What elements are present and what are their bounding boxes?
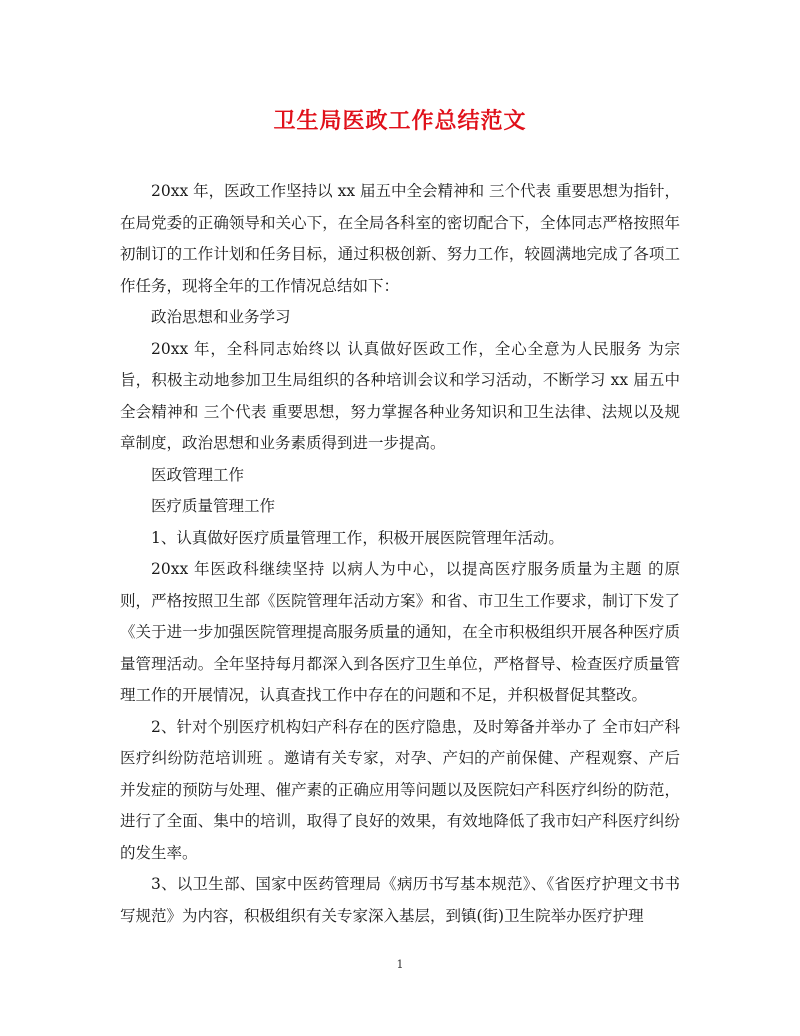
item-3-paragraph: 3、以卫生部、国家中医药管理局《病历书写基本规范》、《省医疗护理文书书写规范》为内容，积极组织有关专家深入基层，到镇(街)卫生院举办医疗护理 — [120, 875, 680, 925]
intro-paragraph: 20xx 年，医政工作坚持以 xx 届五中全会精神和 三个代表 重要思想为指针，在局党委的正确领导和关心下，在全局各科室的密切配合下，全体同志严格按照年初制订的工作计划和任务目标，通过积极创新、努力工作，较圆满地完成了各项工作任务，现将全年的工作情况总结如下： — [120, 182, 680, 295]
page-number: 1 — [396, 958, 404, 971]
item-1-heading: 1、认真做好医疗质量管理工作，积极开展医院管理年活动。 — [151, 528, 564, 547]
section-heading-quality-management: 医疗质量管理工作 — [151, 497, 276, 515]
section-heading-medical-administration: 医政管理工作 — [151, 465, 245, 484]
political-study-paragraph: 20xx 年，全科同志始终以 认真做好医政工作，全心全意为人民服务 为宗旨，积极主动地参加卫生局组织的各种培训会议和学习活动，不断学习 xx 届五中全会精神和 三个代表 重要思想，努力掌握各种业务知识和卫生法律、法规以及规章制度，政治思想和业务素质得到进一步提高。 — [120, 339, 680, 452]
document-title: 卫生局医政工作总结范文 — [273, 108, 527, 134]
section-heading-political-study: 政治思想和业务学习 — [151, 308, 291, 326]
item-1-paragraph: 20xx 年医政科继续坚持 以病人为中心，以提高医疗服务质量为主题 的原则，严格按照卫生部《医院管理年活动方案》和省、市卫生工作要求，制订下发了《关于进一步加强医院管理提高服务质量的通知，在全市积极组织开展各种医疗质量管理活动。全年坚持每月都深入到各医疗卫生单位，严格督导、检查医疗质量管理工作的开展情况，认真查找工作中存在的问题和不足，并积极督促其整改。 — [120, 560, 680, 704]
item-2-paragraph: 2、针对个别医疗机构妇产科存在的医疗隐患，及时筹备并举办了 全市妇产科医疗纠纷防范培训班 。邀请有关专家，对孕、产妇的产前保健、产程观察、产后并发症的预防与处理、催产素的正确应用等问题以及医院妇产科医疗纠纷的防范，进行了全面、集中的培训，取得了良好的效果，有效地降低了我市妇产科医疗纠纷的发生率。 — [120, 717, 680, 862]
document-body — [120, 176, 680, 932]
